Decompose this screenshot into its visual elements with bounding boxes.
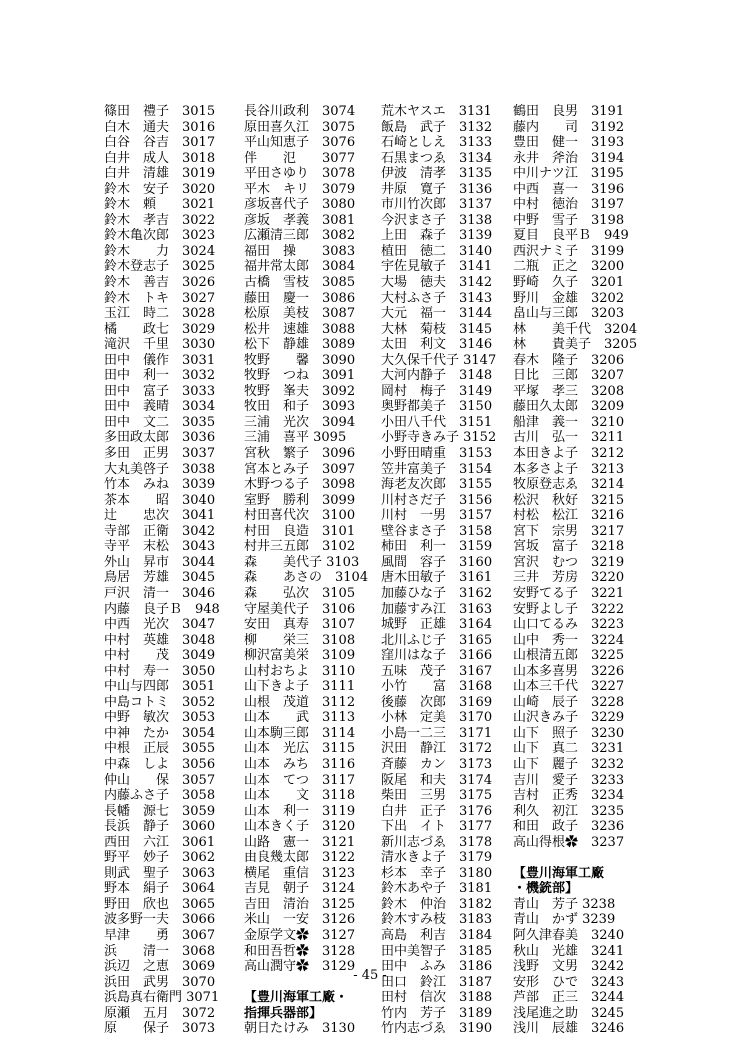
name-entry: 田村 信次 3188 [381, 990, 493, 1006]
name-entry: 市川竹次郎 3137 [381, 197, 493, 213]
name-entry: 木野つる子 3098 [244, 477, 356, 493]
name-entry: 杉本 幸子 3180 [381, 865, 493, 881]
name-entry: 日比 三郎 3207 [513, 368, 625, 384]
name-entry: 白井 成人 3018 [104, 150, 216, 166]
name-entry: 田中美智子 3185 [381, 943, 493, 959]
name-entry: 宮秋 繁子 3096 [244, 446, 356, 462]
name-entry: 永井 斧治 3194 [513, 150, 625, 166]
name-column-4 [513, 104, 637, 1037]
name-entry: 牧野 峯夫 3092 [244, 383, 356, 399]
name-entry: 宮沢 むつ 3219 [513, 554, 625, 570]
name-entry: 福井常太郎 3084 [244, 259, 356, 275]
name-entry: 田中 富子 3033 [104, 383, 216, 399]
name-entry: 村井三五郎 3102 [244, 539, 356, 555]
name-entry: 福田 操 3083 [244, 243, 356, 259]
name-entry: 藤田久太郎 3209 [513, 399, 625, 415]
name-entry: 斉藤 カン 3173 [381, 756, 493, 772]
name-entry: 山本駒三郎 3114 [244, 725, 356, 741]
name-entry: 吉田 清治 3125 [244, 896, 356, 912]
name-entry: 小島一二三 3171 [381, 725, 493, 741]
name-column-1 [104, 104, 220, 1037]
name-entry: 城野 正雄 3164 [381, 617, 493, 633]
name-entry: 伴 氾 3077 [244, 150, 356, 166]
name-entry: 高島 利吉 3184 [381, 927, 493, 943]
name-entry: 海老友次郎 3155 [381, 477, 493, 493]
name-entry: 鈴木 孝吉 3022 [104, 212, 216, 228]
section-heading: 指揮兵器部】 [244, 1005, 323, 1021]
name-entry: 野本 絹子 3064 [104, 881, 216, 897]
name-entry: 安田 真寿 3107 [244, 617, 356, 633]
name-entry: 竹本 みね 3039 [104, 477, 216, 493]
name-entry: 鈴木 仲治 3182 [381, 896, 493, 912]
name-entry: 宮本とみ子 3097 [244, 461, 356, 477]
name-entry: 古橋 雪枝 3085 [244, 275, 356, 291]
name-entry: 吉川 愛子 3233 [513, 772, 625, 788]
name-entry: 山本三千代 3227 [513, 679, 625, 695]
name-entry: 村田 良造 3101 [244, 523, 356, 539]
name-entry: 中神 たか 3054 [104, 725, 216, 741]
name-entry: 波多野一夫 3066 [104, 912, 216, 928]
name-entry: 石黒まつゑ 3134 [381, 150, 493, 166]
name-entry: 白井 正子 3176 [381, 803, 493, 819]
name-entry: 彦坂喜代子 3080 [244, 197, 356, 213]
name-entry: 和田 政子 3236 [513, 819, 625, 835]
name-entry: 森 弘次 3105 [244, 585, 356, 601]
name-entry: 中村 英雄 3048 [104, 632, 216, 648]
name-entry: 阿久津春美 3240 [513, 927, 625, 943]
name-entry: 篠田 禮子 3015 [104, 104, 216, 119]
name-entry: 平山知恵子 3076 [244, 135, 356, 151]
name-entry: 鈴木 頼 3021 [104, 197, 216, 213]
name-entry: 森 あさの 3104 [244, 570, 369, 586]
name-entry: 今沢まさ子 3138 [381, 212, 493, 228]
name-entry: 由良幾太郎 3122 [244, 850, 356, 866]
name-entry: 阪尾 和夫 3174 [381, 772, 493, 788]
name-entry: 寺部 正衛 3042 [104, 523, 216, 539]
name-entry: 大場 徳夫 3142 [381, 275, 493, 291]
name-entry: 中森 しよ 3056 [104, 756, 216, 772]
name-entry: 藤内 司 3192 [513, 119, 625, 135]
name-entry: 鈴木 安子 3020 [104, 181, 216, 197]
name-entry: 吉村 正秀 3234 [513, 788, 625, 804]
name-entry: 笠井富美子 3154 [381, 461, 493, 477]
name-entry: 山本 利一 3119 [244, 803, 356, 819]
name-entry: 本多さよ子 3213 [513, 461, 625, 477]
name-entry: 田中 利一 3032 [104, 368, 216, 384]
name-entry: 大久保千代子 3147 [381, 352, 497, 368]
name-entry: 山本 てつ 3117 [244, 772, 356, 788]
name-entry: 窪川はな子 3166 [381, 648, 493, 664]
name-entry: 牧原登志ゑ 3214 [513, 477, 625, 493]
name-entry: 白井 清雄 3019 [104, 166, 216, 182]
name-entry: 浅川 辰雄 3246 [513, 1021, 625, 1037]
page-number: - 45 - [353, 968, 387, 983]
name-entry: 大村ふさ子 3143 [381, 290, 493, 306]
name-entry: 鈴木 トキ 3027 [104, 290, 216, 306]
name-entry: 茶本 昭 3040 [104, 492, 216, 508]
name-entry: 村田喜代次 3100 [244, 508, 356, 524]
name-entry: 加藤ひな子 3162 [381, 585, 493, 601]
name-entry: 柳 栄三 3108 [244, 632, 356, 648]
name-entry: 長谷川政利 3074 [244, 104, 356, 119]
name-entry: 鳥居 芳雄 3045 [104, 570, 216, 586]
name-entry: 山崎 辰子 3228 [513, 694, 625, 710]
name-entry: 田中 ふみ 3186 [381, 959, 493, 975]
name-entry: 吉見 朝子 3124 [244, 881, 356, 897]
name-entry: 本田きよ子 3212 [513, 446, 625, 462]
name-entry: 浅尾進之助 3245 [513, 1005, 625, 1021]
name-entry: 鈴木亀次郎 3023 [104, 228, 216, 244]
name-entry: 田口 鈴江 3187 [381, 974, 493, 990]
name-entry: 中川ナツ江 3195 [513, 166, 624, 182]
name-entry: 早津 勇 3067 [104, 927, 216, 943]
name-entry: 内藤ふさ子 3058 [104, 788, 216, 804]
name-entry: 原瀬 五月 3072 [104, 1005, 216, 1021]
spacer-line [513, 850, 637, 866]
name-entry: 川村 一男 3157 [381, 508, 493, 524]
name-entry: 竹内 芳子 3189 [381, 1005, 493, 1021]
name-entry: 鈴木あや子 3181 [381, 881, 493, 897]
name-entry: 太田 利文 3146 [381, 337, 493, 353]
name-entry: 牧野 つね 3091 [244, 368, 356, 384]
name-entry: 三浦 光次 3094 [244, 414, 356, 430]
name-entry: 平塚 孝三 3208 [513, 383, 625, 399]
name-entry: 山本 光広 3115 [244, 741, 356, 757]
name-entry: 大河内静子 3148 [381, 368, 493, 384]
name-entry: 中島コトミ 3052 [104, 694, 216, 710]
name-entry: 二瓶 正之 3200 [513, 259, 625, 275]
name-entry: 柳沢富美栄 3109 [244, 648, 356, 664]
name-entry: 橘 政七 3029 [104, 321, 216, 337]
section-heading: ・機銃部】 [513, 881, 579, 897]
name-entry: 森 美代子 3103 [244, 554, 360, 570]
name-entry: 牧田 和子 3093 [244, 399, 356, 415]
name-entry: 鈴木 善吉 3026 [104, 275, 216, 291]
name-entry: 中野 敏次 3053 [104, 710, 216, 726]
name-entry: 竹内志づゑ 3190 [381, 1021, 493, 1037]
name-entry: 玉江 時二 3028 [104, 306, 216, 322]
name-entry: 松原 美枝 3087 [244, 306, 356, 322]
name-entry: 辻 忠次 3041 [104, 508, 216, 524]
name-entry: 中西 喜一 3196 [513, 181, 625, 197]
name-entry: 上田 森子 3139 [381, 228, 493, 244]
name-entry: 田中 儀作 3031 [104, 352, 216, 368]
name-entry: 中山与四郎 3051 [104, 679, 216, 695]
name-entry: 中根 正辰 3055 [104, 741, 216, 757]
name-entry: 松沢 秋好 3215 [513, 492, 625, 508]
name-entry: 白谷 谷吉 3017 [104, 135, 216, 151]
name-entry: 室野 勝利 3099 [244, 492, 356, 508]
name-entry: 山村おちよ 3110 [244, 663, 356, 679]
name-entry: 加藤すみ江 3163 [381, 601, 493, 617]
name-entry: 山下 照子 3230 [513, 725, 625, 741]
name-entry: 山口てるみ 3223 [513, 617, 625, 633]
name-entry: 守屋美代子 3106 [244, 601, 356, 617]
name-entry: 山路 憲一 3121 [244, 834, 356, 850]
name-entry: 松井 速雄 3088 [244, 321, 356, 337]
name-entry: 内藤 良子Ｂ 948 [104, 601, 220, 617]
name-entry: 安野てる子 3221 [513, 585, 625, 601]
name-entry: 伊波 清孝 3135 [381, 166, 493, 182]
name-entry: 宮下 宗男 3217 [513, 523, 625, 539]
name-entry: 唐木田敏子 3161 [381, 570, 493, 586]
name-entry: 山本多喜男 3226 [513, 663, 625, 679]
name-entry: 仲山 保 3057 [104, 772, 216, 788]
name-entry: 高山得根✿ 3237 [513, 834, 625, 850]
name-entry: 田中 義晴 3034 [104, 399, 216, 415]
section-heading: 【豊川海軍工廠 [513, 865, 605, 881]
name-entry: 青山 かず 3239 [513, 912, 616, 928]
name-entry: 柴田 三男 3175 [381, 788, 493, 804]
name-entry: 畠山与三郎 3203 [513, 306, 625, 322]
name-entry: 滝沢 千里 3030 [104, 337, 216, 353]
name-entry: 小竹 富 3168 [381, 679, 493, 695]
name-entry: 利久 初江 3235 [513, 803, 625, 819]
name-entry: 宇佐見敏子 3141 [381, 259, 493, 275]
name-entry: 山中 秀一 3224 [513, 632, 625, 648]
name-entry: 芦部 正三 3244 [513, 990, 625, 1006]
name-entry: 浜島真右衛門 3071 [104, 990, 220, 1006]
name-entry: 下出 イト 3177 [381, 819, 493, 835]
name-entry: 和田吾哲✿ 3128 [244, 943, 356, 959]
name-entry: 石崎としえ 3133 [381, 135, 493, 151]
name-entry: 柿田 利一 3159 [381, 539, 493, 555]
name-entry: 飯島 武子 3132 [381, 119, 493, 135]
name-entry: 野平 妙子 3062 [104, 850, 216, 866]
name-entry: 安野よし子 3222 [513, 601, 625, 617]
name-entry: 鈴木すみ枝 3183 [381, 912, 493, 928]
name-entry: 中村 徳治 3197 [513, 197, 625, 213]
name-entry: 多田政太郎 3036 [104, 430, 216, 446]
name-entry: 多田 正男 3037 [104, 446, 216, 462]
name-entry: 大林 菊枝 3145 [381, 321, 493, 337]
name-entry: 村松 松江 3216 [513, 508, 625, 524]
name-entry: 広瀬清三郎 3082 [244, 228, 356, 244]
name-entry: 野川 金雄 3202 [513, 290, 625, 306]
name-entry: 林 美千代 3204 [513, 321, 638, 337]
name-entry: 鶴田 良男 3191 [513, 104, 625, 119]
name-entry: 後藤 次郎 3169 [381, 694, 493, 710]
name-entry: 山本 武 3113 [244, 710, 356, 726]
name-entry: 小野寺きみ子 3152 [381, 430, 497, 446]
name-entry: 鈴木登志子 3025 [104, 259, 216, 275]
name-entry: 船津 義一 3210 [513, 414, 625, 430]
name-entry: 山本きく子 3120 [244, 819, 356, 835]
name-entry: 林 貴美子 3205 [513, 337, 638, 353]
name-entry: 長浜 静子 3060 [104, 819, 216, 835]
name-entry: 古川 弘一 3211 [513, 430, 625, 446]
name-entry: 北川ふじ子 3165 [381, 632, 493, 648]
name-entry: 宮坂 富子 3218 [513, 539, 625, 555]
name-entry: 西沢ナミ子 3199 [513, 243, 625, 259]
name-entry: 風間 容子 3160 [381, 554, 493, 570]
name-entry: 五味 茂子 3167 [381, 663, 493, 679]
name-entry: 藤田 慶一 3086 [244, 290, 356, 306]
name-entry: 高山潤守✿ 3129 [244, 959, 356, 975]
name-entry: 安形 ひで 3243 [513, 974, 625, 990]
name-entry: 外山 昇市 3044 [104, 554, 216, 570]
name-entry: 中西 光次 3047 [104, 617, 216, 633]
name-entry: 浅野 文男 3242 [513, 959, 625, 975]
name-entry: 山本 文 3118 [244, 788, 356, 804]
name-entry: 三浦 喜平 3095 [244, 430, 347, 446]
name-entry: 浜辺 之恵 3069 [104, 959, 216, 975]
name-entry: 中村 茂 3049 [104, 648, 216, 664]
name-entry: 山下 麗子 3232 [513, 756, 625, 772]
name-entry: 山根清五郎 3225 [513, 648, 625, 664]
name-entry: 小田八千代 3151 [381, 414, 493, 430]
name-entry: 山下きよ子 3111 [244, 679, 356, 695]
name-entry: 豊田 健一 3193 [513, 135, 625, 151]
name-entry: 岡村 梅子 3149 [381, 383, 493, 399]
name-entry: 山下 真二 3231 [513, 741, 625, 757]
name-entry: 壁谷まさ子 3158 [381, 523, 493, 539]
name-entry: 井原 寛子 3136 [381, 181, 493, 197]
name-entry: 小野田晴重 3153 [381, 446, 493, 462]
name-entry: 山本 みち 3116 [244, 756, 356, 772]
name-entry: 寺平 末松 3043 [104, 539, 216, 555]
name-entry: 則武 聖子 3063 [104, 865, 216, 881]
name-entry: 野崎 久子 3201 [513, 275, 625, 291]
name-column-3 [381, 104, 496, 1037]
name-entry: 米山 一安 3126 [244, 912, 356, 928]
name-entry: 田中 文二 3035 [104, 414, 216, 430]
name-entry: 長幡 源七 3059 [104, 803, 216, 819]
name-entry: 原田喜久江 3075 [244, 119, 356, 135]
name-entry: 中村 寿一 3050 [104, 663, 216, 679]
name-entry: 山根 茂道 3112 [244, 694, 356, 710]
name-entry: 白木 通夫 3016 [104, 119, 216, 135]
name-entry: 横尾 重信 3123 [244, 865, 356, 881]
name-entry: 清水きよ子 3179 [381, 850, 493, 866]
name-entry: 彦坂 孝義 3081 [244, 212, 356, 228]
name-column-2 [244, 104, 368, 1037]
name-entry: 大丸美啓子 3038 [104, 461, 216, 477]
name-entry: 浜 清一 3068 [104, 943, 216, 959]
name-entry: 小林 定美 3170 [381, 710, 493, 726]
name-entry: 三井 芳房 3220 [513, 570, 625, 586]
name-entry: 春木 隆子 3206 [513, 352, 625, 368]
name-entry: 松下 静雄 3089 [244, 337, 356, 353]
section-heading: 【豊川海軍工廠・ [244, 990, 349, 1006]
name-entry: 金原学文✿ 3127 [244, 927, 356, 943]
name-entry: 沢田 静江 3172 [381, 741, 493, 757]
name-entry: 青山 芳子 3238 [513, 896, 616, 912]
name-entry: 平木 キリ 3079 [244, 181, 356, 197]
name-entry: 大元 福一 3144 [381, 306, 493, 322]
name-entry: 戸沢 清一 3046 [104, 585, 216, 601]
name-entry: 荒木ヤスエ 3131 [381, 104, 492, 119]
name-entry: 川村さだ子 3156 [381, 492, 493, 508]
name-entry: 平田さゆり 3078 [244, 166, 356, 182]
name-entry: 西田 六江 3061 [104, 834, 216, 850]
name-entry: 山沢きみ子 3229 [513, 710, 625, 726]
name-entry: 朝日たけみ 3130 [244, 1021, 356, 1037]
name-entry: 植田 徳二 3140 [381, 243, 493, 259]
name-entry: 牧野 馨 3090 [244, 352, 356, 368]
name-entry: 鈴木 力 3024 [104, 243, 216, 259]
name-entry: 奥野都美子 3150 [381, 399, 493, 415]
name-entry: 浜田 武男 3070 [104, 974, 216, 990]
name-entry: 中野 雪子 3198 [513, 212, 625, 228]
name-entry: 夏目 良平Ｂ 949 [513, 228, 629, 244]
name-entry: 野田 欣也 3065 [104, 896, 216, 912]
name-entry: 新川志づゑ 3178 [381, 834, 493, 850]
name-entry: 秋山 光雄 3241 [513, 943, 625, 959]
name-entry: 原 保子 3073 [104, 1021, 216, 1037]
